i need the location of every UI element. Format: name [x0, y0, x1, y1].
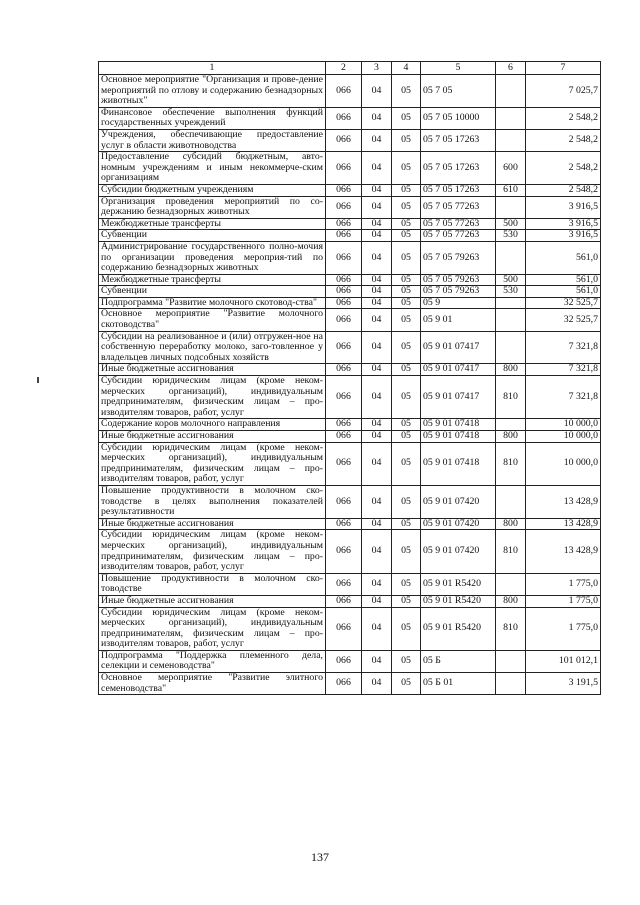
row-section-cell: 04	[362, 673, 392, 695]
row-expense-type-cell: 500	[496, 218, 526, 230]
row-target-article-cell: 05 7 05 79263	[421, 274, 496, 286]
row-ministry-code-cell: 066	[326, 673, 362, 695]
header-col-4: 4	[392, 62, 421, 75]
row-section-cell: 04	[362, 607, 392, 650]
row-name-cell: Межбюджетные трансферты	[99, 218, 326, 230]
row-subsection-cell: 05	[392, 107, 421, 129]
row-ministry-code-cell: 066	[326, 595, 362, 607]
row-ministry-code-cell: 066	[326, 607, 362, 650]
row-target-article-cell: 05 7 05 79263	[421, 286, 496, 298]
row-subsection-cell: 05	[392, 431, 421, 443]
row-target-article-cell: 05 9 01 07420	[421, 485, 496, 518]
row-name-cell: Субсидии юридическим лицам (кроме неком-мерческих организаций), индивидуальным предпринимателям, физическим лицам – про-изводителям товаров, работ, услуг	[99, 607, 326, 650]
row-section-cell: 04	[362, 485, 392, 518]
table-row	[99, 431, 601, 443]
table-row	[99, 152, 601, 185]
row-amount-cell: 7 025,7	[526, 75, 601, 108]
row-expense-type-cell: 800	[496, 595, 526, 607]
row-section-cell: 04	[362, 297, 392, 309]
row-target-article-cell: 05 7 05	[421, 75, 496, 108]
page-number: 137	[311, 850, 329, 864]
row-name-cell: Предоставление субсидий бюджетным, авто-номным учреждениям и иным некоммерче-ским организациям	[99, 152, 326, 185]
row-amount-cell: 32 525,7	[526, 297, 601, 309]
row-section-cell: 04	[362, 364, 392, 376]
row-amount-cell: 1 775,0	[526, 595, 601, 607]
row-section-cell: 04	[362, 274, 392, 286]
row-name-cell: Основное мероприятие "Организация и прове-дение мероприятий по отлову и содержанию безнадзорных животных"	[99, 75, 326, 108]
row-ministry-code-cell: 066	[326, 152, 362, 185]
row-expense-type-cell	[496, 485, 526, 518]
row-expense-type-cell	[496, 650, 526, 672]
row-name-cell: Субсидии юридическим лицам (кроме неком-мерческих организаций), индивидуальным предпринимателям, физическим лицам – про-изводителям товаров, работ, услуг	[99, 376, 326, 419]
row-name-cell: Основное мероприятие "Развитие молочного скотоводства"	[99, 309, 326, 331]
row-expense-type-cell	[496, 107, 526, 129]
row-section-cell: 04	[362, 376, 392, 419]
row-section-cell: 04	[362, 286, 392, 298]
row-section-cell: 04	[362, 309, 392, 331]
header-col-5: 5	[421, 62, 496, 75]
row-ministry-code-cell: 066	[326, 530, 362, 573]
row-target-article-cell: 05 9 01 R5420	[421, 595, 496, 607]
table-row	[99, 573, 601, 595]
header-col-7: 7	[526, 62, 601, 75]
row-name-cell: Субвенции	[99, 230, 326, 242]
table-row	[99, 331, 601, 364]
table-row	[99, 75, 601, 108]
row-target-article-cell: 05 9 01 07418	[421, 431, 496, 443]
row-expense-type-cell: 810	[496, 442, 526, 485]
row-amount-cell: 7 321,8	[526, 364, 601, 376]
row-subsection-cell: 05	[392, 364, 421, 376]
row-amount-cell: 561,0	[526, 274, 601, 286]
row-amount-cell: 10 000,0	[526, 419, 601, 431]
row-ministry-code-cell: 066	[326, 573, 362, 595]
table-row	[99, 419, 601, 431]
row-ministry-code-cell: 066	[326, 184, 362, 196]
row-subsection-cell: 05	[392, 184, 421, 196]
table-row	[99, 297, 601, 309]
row-target-article-cell: 05 9 01 07417	[421, 376, 496, 419]
table-row	[99, 107, 601, 129]
row-target-article-cell: 05 7 05 10000	[421, 107, 496, 129]
row-amount-cell: 561,0	[526, 286, 601, 298]
row-name-cell: Иные бюджетные ассигнования	[99, 431, 326, 443]
row-amount-cell: 3 191,5	[526, 673, 601, 695]
row-name-cell: Подпрограмма "Развитие молочного скотовод-ства"	[99, 297, 326, 309]
table-row	[99, 274, 601, 286]
row-name-cell: Субсидии на реализованное и (или) отгружен-ное на собственную переработку молоко, заго-товленное у владельцев личных подсобных хозяйств	[99, 331, 326, 364]
row-name-cell: Иные бюджетные ассигнования	[99, 518, 326, 530]
row-name-cell: Основное мероприятие "Развитие элитного семеноводства"	[99, 673, 326, 695]
row-name-cell: Подпрограмма "Поддержка племенного дела, селекции и семеноводства"	[99, 650, 326, 672]
row-target-article-cell: 05 9 01 07417	[421, 331, 496, 364]
row-name-cell: Иные бюджетные ассигнования	[99, 364, 326, 376]
row-subsection-cell: 05	[392, 274, 421, 286]
table-row	[99, 196, 601, 218]
row-amount-cell: 3 916,5	[526, 196, 601, 218]
row-expense-type-cell: 810	[496, 530, 526, 573]
row-ministry-code-cell: 066	[326, 286, 362, 298]
row-target-article-cell: 05 9 01	[421, 309, 496, 331]
row-expense-type-cell	[496, 331, 526, 364]
row-section-cell: 04	[362, 218, 392, 230]
row-subsection-cell: 05	[392, 129, 421, 151]
row-subsection-cell: 05	[392, 218, 421, 230]
row-ministry-code-cell: 066	[326, 364, 362, 376]
row-target-article-cell: 05 9 01 R5420	[421, 573, 496, 595]
row-name-cell: Субвенции	[99, 286, 326, 298]
row-target-article-cell: 05 7 05 77263	[421, 196, 496, 218]
row-subsection-cell: 05	[392, 309, 421, 331]
row-subsection-cell: 05	[392, 297, 421, 309]
row-ministry-code-cell: 066	[326, 431, 362, 443]
row-target-article-cell: 05 7 05 79263	[421, 241, 496, 274]
row-target-article-cell: 05 7 05 77263	[421, 230, 496, 242]
row-target-article-cell: 05 Б	[421, 650, 496, 672]
row-expense-type-cell: 500	[496, 274, 526, 286]
row-section-cell: 04	[362, 518, 392, 530]
budget-table	[98, 61, 601, 695]
row-target-article-cell: 05 7 05 17263	[421, 152, 496, 185]
row-ministry-code-cell: 066	[326, 196, 362, 218]
row-expense-type-cell: 800	[496, 364, 526, 376]
row-amount-cell: 13 428,9	[526, 530, 601, 573]
row-amount-cell: 32 525,7	[526, 309, 601, 331]
row-section-cell: 04	[362, 419, 392, 431]
row-section-cell: 04	[362, 530, 392, 573]
budget-table-wrapper	[98, 61, 601, 695]
row-expense-type-cell: 810	[496, 376, 526, 419]
row-expense-type-cell	[496, 241, 526, 274]
header-col-1: 1	[99, 62, 326, 75]
table-row	[99, 485, 601, 518]
row-subsection-cell: 05	[392, 286, 421, 298]
row-expense-type-cell	[496, 129, 526, 151]
row-target-article-cell: 05 7 05 17263	[421, 184, 496, 196]
row-amount-cell: 561,0	[526, 241, 601, 274]
row-section-cell: 04	[362, 75, 392, 108]
row-ministry-code-cell: 066	[326, 485, 362, 518]
row-section-cell: 04	[362, 241, 392, 274]
row-amount-cell: 3 916,5	[526, 230, 601, 242]
row-subsection-cell: 05	[392, 530, 421, 573]
row-subsection-cell: 05	[392, 573, 421, 595]
row-expense-type-cell: 530	[496, 286, 526, 298]
row-expense-type-cell: 800	[496, 518, 526, 530]
row-section-cell: 04	[362, 442, 392, 485]
row-name-cell: Финансовое обеспечение выполнения функций государственных учреждений	[99, 107, 326, 129]
row-amount-cell: 101 012,1	[526, 650, 601, 672]
row-subsection-cell: 05	[392, 376, 421, 419]
row-name-cell: Субсидии юридическим лицам (кроме неком-мерческих организаций), индивидуальным предпринимателям, физическим лицам – про-изводителям товаров, работ, услуг	[99, 442, 326, 485]
table-row	[99, 673, 601, 695]
row-ministry-code-cell: 066	[326, 129, 362, 151]
table-row	[99, 442, 601, 485]
row-ministry-code-cell: 066	[326, 376, 362, 419]
row-amount-cell: 7 321,8	[526, 376, 601, 419]
row-expense-type-cell	[496, 309, 526, 331]
row-section-cell: 04	[362, 196, 392, 218]
row-target-article-cell: 05 7 05 17263	[421, 129, 496, 151]
row-target-article-cell: 05 9 01 07417	[421, 364, 496, 376]
row-expense-type-cell: 530	[496, 230, 526, 242]
header-col-6: 6	[496, 62, 526, 75]
header-row	[99, 62, 601, 75]
table-row	[99, 376, 601, 419]
row-name-cell: Межбюджетные трансферты	[99, 274, 326, 286]
row-amount-cell: 1 775,0	[526, 607, 601, 650]
row-ministry-code-cell: 066	[326, 218, 362, 230]
row-name-cell: Содержание коров молочного направления	[99, 419, 326, 431]
row-amount-cell: 7 321,8	[526, 331, 601, 364]
row-subsection-cell: 05	[392, 485, 421, 518]
row-expense-type-cell: 800	[496, 431, 526, 443]
table-body	[99, 75, 601, 695]
row-amount-cell: 2 548,2	[526, 129, 601, 151]
row-amount-cell: 3 916,5	[526, 218, 601, 230]
row-expense-type-cell: 610	[496, 184, 526, 196]
row-subsection-cell: 05	[392, 673, 421, 695]
row-subsection-cell: 05	[392, 241, 421, 274]
row-amount-cell: 13 428,9	[526, 518, 601, 530]
row-section-cell: 04	[362, 129, 392, 151]
row-ministry-code-cell: 066	[326, 297, 362, 309]
row-target-article-cell: 05 9 01 07418	[421, 419, 496, 431]
row-expense-type-cell	[496, 75, 526, 108]
row-section-cell: 04	[362, 595, 392, 607]
table-row	[99, 530, 601, 573]
row-section-cell: 04	[362, 573, 392, 595]
table-row	[99, 241, 601, 274]
row-subsection-cell: 05	[392, 331, 421, 364]
row-amount-cell: 13 428,9	[526, 485, 601, 518]
row-expense-type-cell: 600	[496, 152, 526, 185]
table-row	[99, 364, 601, 376]
row-subsection-cell: 05	[392, 607, 421, 650]
row-name-cell: Повышение продуктивности в молочном ско-товодстве в целях выполнения показателей результативности	[99, 485, 326, 518]
table-row	[99, 607, 601, 650]
row-subsection-cell: 05	[392, 152, 421, 185]
table-row	[99, 184, 601, 196]
row-section-cell: 04	[362, 107, 392, 129]
row-name-cell: Организация проведения мероприятий по со-держанию безнадзорных животных	[99, 196, 326, 218]
table-row	[99, 309, 601, 331]
row-name-cell: Учреждения, обеспечивающие предоставление услуг в области животноводства	[99, 129, 326, 151]
row-name-cell: Администрирование государственного полно-мочия по организации проведения мероприя-тий по содержанию безнадзорных животных	[99, 241, 326, 274]
scan-artifact	[37, 377, 39, 383]
row-subsection-cell: 05	[392, 650, 421, 672]
row-target-article-cell: 05 9 01 07420	[421, 530, 496, 573]
row-subsection-cell: 05	[392, 419, 421, 431]
row-name-cell: Субсидии юридическим лицам (кроме неком-мерческих организаций), индивидуальным предпринимателям, физическим лицам – про-изводителям товаров, работ, услуг	[99, 530, 326, 573]
row-subsection-cell: 05	[392, 75, 421, 108]
row-section-cell: 04	[362, 184, 392, 196]
table-row	[99, 230, 601, 242]
row-amount-cell: 10 000,0	[526, 442, 601, 485]
row-expense-type-cell: 810	[496, 607, 526, 650]
row-subsection-cell: 05	[392, 196, 421, 218]
row-expense-type-cell	[496, 297, 526, 309]
row-ministry-code-cell: 066	[326, 419, 362, 431]
row-ministry-code-cell: 066	[326, 309, 362, 331]
row-target-article-cell: 05 Б 01	[421, 673, 496, 695]
row-ministry-code-cell: 066	[326, 331, 362, 364]
row-expense-type-cell	[496, 573, 526, 595]
row-expense-type-cell	[496, 196, 526, 218]
header-col-2: 2	[326, 62, 362, 75]
row-target-article-cell: 05 9	[421, 297, 496, 309]
row-target-article-cell: 05 9 01 R5420	[421, 607, 496, 650]
row-name-cell: Повышение продуктивности в молочном ско-товодстве	[99, 573, 326, 595]
row-ministry-code-cell: 066	[326, 75, 362, 108]
row-expense-type-cell	[496, 419, 526, 431]
row-section-cell: 04	[362, 650, 392, 672]
row-name-cell: Иные бюджетные ассигнования	[99, 595, 326, 607]
row-ministry-code-cell: 066	[326, 274, 362, 286]
row-subsection-cell: 05	[392, 595, 421, 607]
row-amount-cell: 2 548,2	[526, 184, 601, 196]
row-section-cell: 04	[362, 431, 392, 443]
row-expense-type-cell	[496, 673, 526, 695]
row-ministry-code-cell: 066	[326, 230, 362, 242]
table-row	[99, 650, 601, 672]
row-amount-cell: 10 000,0	[526, 431, 601, 443]
row-ministry-code-cell: 066	[326, 241, 362, 274]
table-row	[99, 218, 601, 230]
row-amount-cell: 2 548,2	[526, 107, 601, 129]
row-subsection-cell: 05	[392, 230, 421, 242]
table-row	[99, 595, 601, 607]
row-ministry-code-cell: 066	[326, 518, 362, 530]
row-section-cell: 04	[362, 230, 392, 242]
row-ministry-code-cell: 066	[326, 442, 362, 485]
row-target-article-cell: 05 7 05 77263	[421, 218, 496, 230]
row-target-article-cell: 05 9 01 07420	[421, 518, 496, 530]
row-subsection-cell: 05	[392, 442, 421, 485]
row-amount-cell: 1 775,0	[526, 573, 601, 595]
row-target-article-cell: 05 9 01 07418	[421, 442, 496, 485]
row-subsection-cell: 05	[392, 518, 421, 530]
header-col-3: 3	[362, 62, 392, 75]
row-section-cell: 04	[362, 152, 392, 185]
table-row	[99, 286, 601, 298]
table-row	[99, 518, 601, 530]
row-name-cell: Субсидии бюджетным учреждениям	[99, 184, 326, 196]
row-amount-cell: 2 548,2	[526, 152, 601, 185]
row-section-cell: 04	[362, 331, 392, 364]
table-row	[99, 129, 601, 151]
row-ministry-code-cell: 066	[326, 107, 362, 129]
row-ministry-code-cell: 066	[326, 650, 362, 672]
